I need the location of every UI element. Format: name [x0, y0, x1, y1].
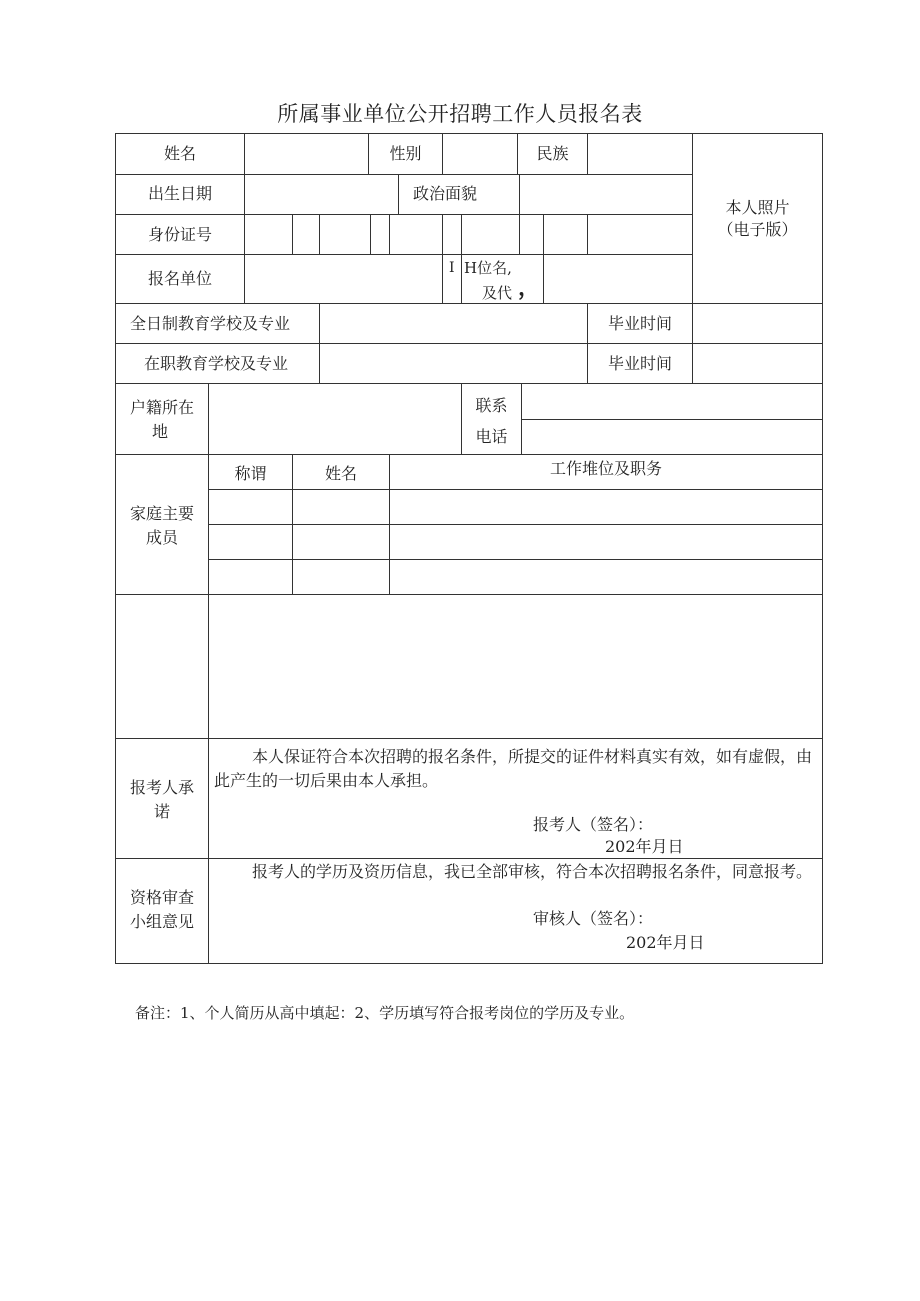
col-line [319, 214, 320, 254]
label-inservice-education: 在职教育学校及专业 [143, 354, 288, 373]
col-header-work: 工作堆位及职务 [549, 459, 662, 478]
col-line [389, 214, 390, 254]
photo-label-sub: （电子版） [717, 220, 798, 239]
row-line [208, 559, 823, 560]
label-contact-cont: 电话 [475, 427, 508, 446]
label-pledge-cont: 诺 [153, 802, 170, 821]
label-pledge: 报考人承 [129, 778, 194, 797]
label-position: H位名, [464, 259, 512, 277]
label-graduation-time: 毕业时间 [607, 354, 672, 373]
col-line [519, 214, 520, 254]
row-line [115, 174, 693, 175]
review-signature: 审核人（签名）： [533, 909, 654, 928]
col-line [461, 214, 462, 303]
col-header-name: 姓名 [324, 464, 357, 483]
pledge-signature: 报考人（签名）： [533, 815, 654, 834]
label-political-status: 政治面貌 [412, 184, 477, 203]
col-line [692, 133, 693, 383]
col-line [587, 133, 588, 174]
label-family-cont: 成员 [145, 528, 178, 547]
review-text: 报考人的学历及资历信息，我已全部审核，符合本次招聘报名条件，同意报考。 [252, 862, 813, 881]
label-contact: 联系 [475, 396, 508, 415]
col-line [442, 133, 443, 174]
label-household-cont: 地 [152, 422, 169, 441]
label-position-code: 及代 [482, 284, 513, 302]
row-line [115, 858, 823, 859]
col-header-relation: 称谓 [234, 464, 267, 483]
label-gender: 性别 [389, 144, 422, 163]
pledge-text: 本人保证符合本次招聘的报名条件，所提交的证件材料真实有效，如有虚假，由此产生的一切后果由本人承担。 [214, 747, 813, 790]
col-line [587, 214, 588, 254]
col-line [319, 303, 320, 383]
col-line [519, 174, 520, 214]
label-household: 户籍所在 [129, 398, 194, 417]
label-ethnicity: 民族 [536, 144, 569, 163]
pledge-date: 202年月日 [605, 837, 684, 856]
row-line [208, 489, 823, 490]
label-graduation-time: 毕业时间 [607, 314, 672, 333]
row-line [115, 343, 823, 344]
label-review-cont: 小组意见 [129, 912, 194, 931]
garbled-mark: I [449, 260, 455, 276]
table-border-bottom [115, 963, 823, 964]
col-line [442, 214, 443, 303]
col-line [292, 214, 293, 254]
row-line [521, 419, 823, 420]
row-line [115, 214, 693, 215]
footnote: 备注：1、个人简历从高中填起：2、学历填写符合报考岗位的学历及专业。 [135, 1004, 635, 1022]
row-line [208, 524, 823, 525]
row-line [115, 254, 693, 255]
col-line [370, 214, 371, 254]
row-line [115, 738, 823, 739]
photo-label: 本人照片 [725, 198, 790, 217]
label-id-number: 身份证号 [147, 225, 212, 244]
label-birth-date: 出生日期 [147, 184, 212, 203]
table-border-top [115, 133, 823, 134]
col-line [543, 214, 544, 303]
row-line [115, 454, 823, 455]
label-name: 姓名 [163, 144, 196, 163]
row-line [115, 303, 823, 304]
row-line [115, 383, 823, 384]
label-fulltime-education: 全日制教育学校及专业 [129, 314, 290, 333]
label-apply-unit: 报名单位 [147, 269, 212, 288]
row-line [115, 594, 823, 595]
label-review: 资格审查 [129, 888, 194, 907]
label-family: 家庭主要 [129, 504, 194, 523]
table-border-right [822, 133, 823, 964]
col-line [521, 383, 522, 454]
garbled-comma: ， [518, 275, 541, 301]
form-title: 所属事业单位公开招聘工作人员报名表 [277, 102, 643, 126]
review-date: 202年月日 [626, 933, 705, 952]
col-line [244, 133, 245, 303]
